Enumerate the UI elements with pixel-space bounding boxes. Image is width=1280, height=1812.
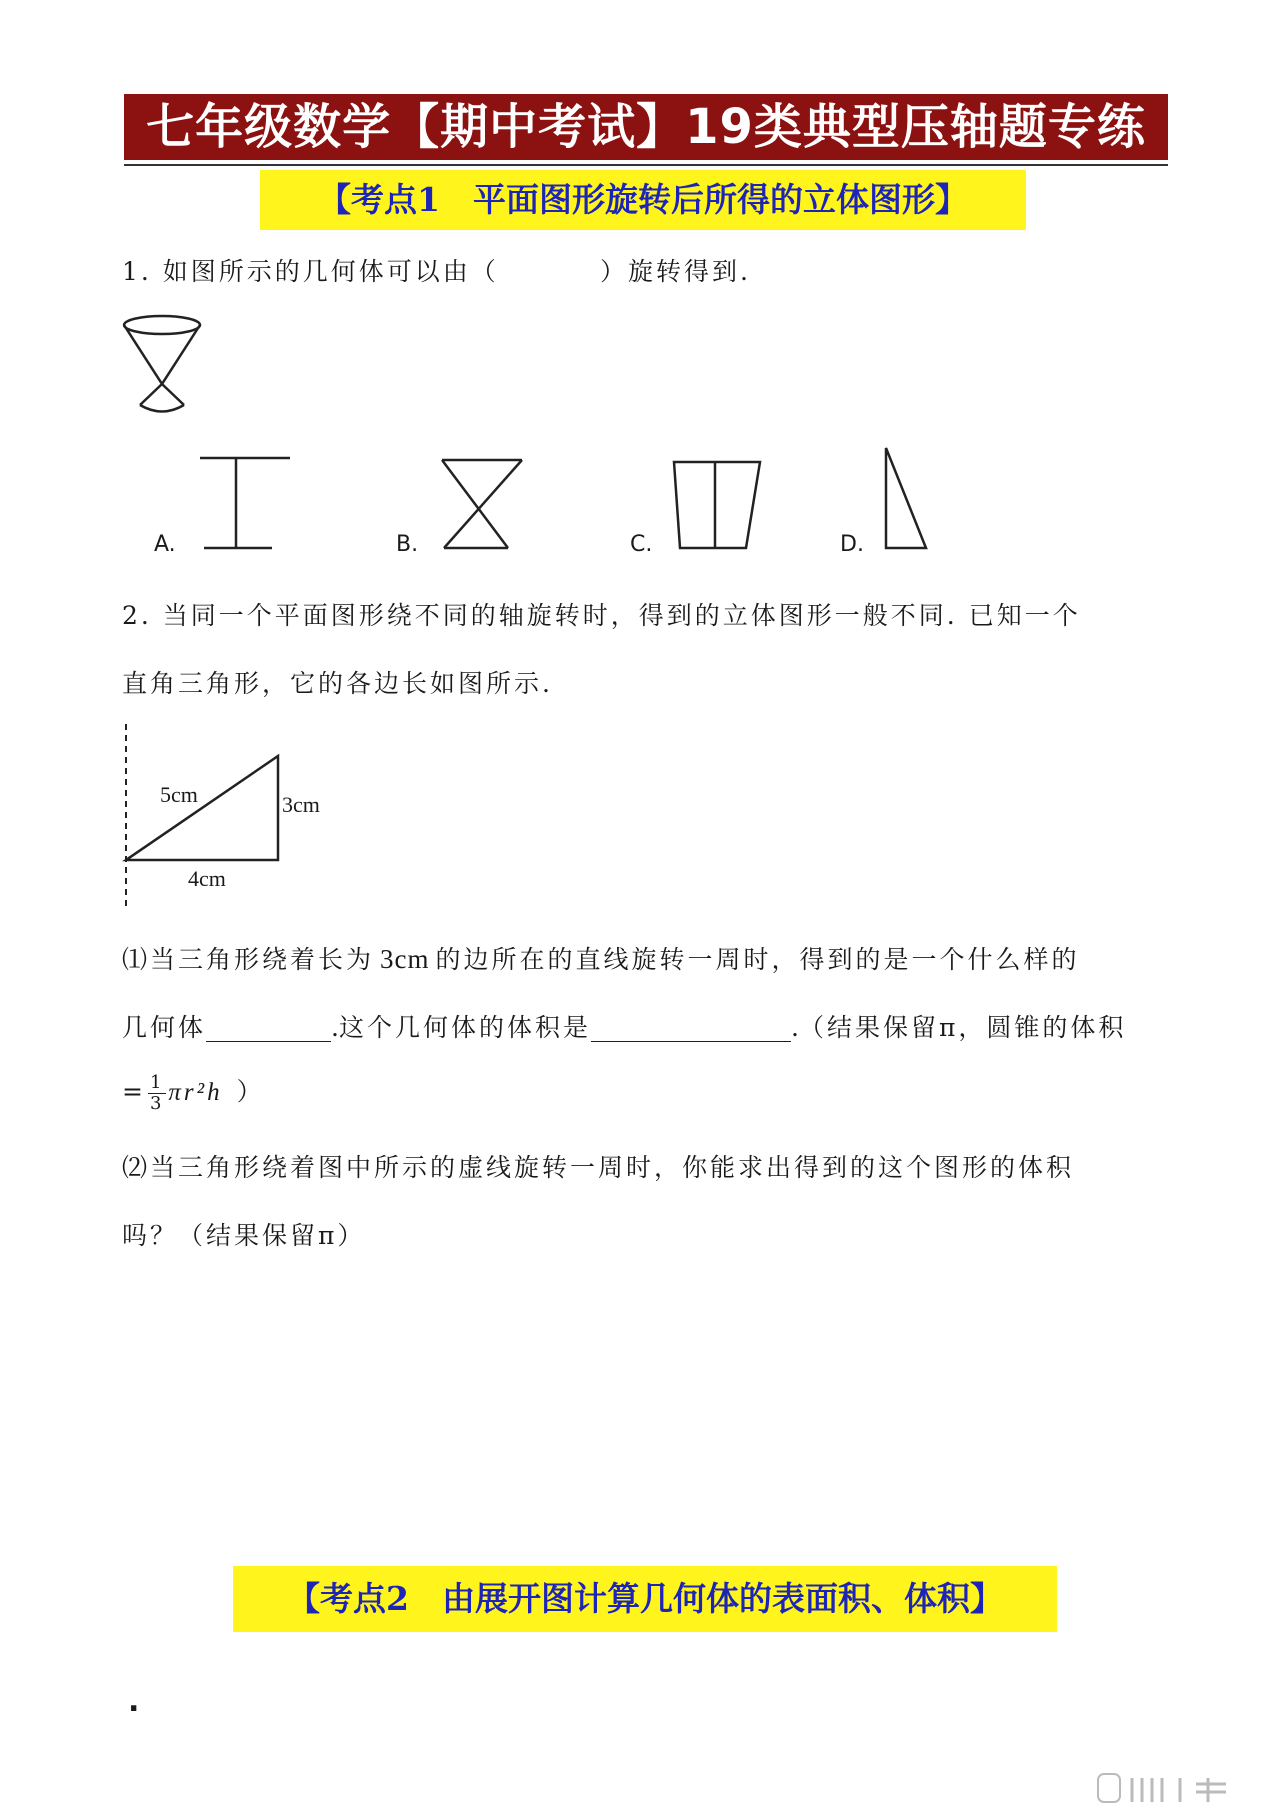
section1-heading: 【考点1 平面图形旋转后所得的立体图形】 (260, 170, 1026, 230)
option-b-label[interactable]: B. (396, 532, 419, 557)
option-d-label[interactable]: D. (840, 532, 864, 557)
option-a-figure[interactable] (198, 454, 298, 554)
q2-part2-line1: ⑵当三角形绕着图中所示的虚线旋转一周时，你能求出得到的这个图形的体积 (122, 1153, 1075, 1182)
q1-stem-start: 1. 如图所示的几何体可以由（ (122, 257, 499, 286)
option-d-figure[interactable] (882, 444, 942, 554)
watermark-icon (1096, 1772, 1256, 1812)
q2-part1-line2: 几何体__________.这个几何体的体积是________________.（结果保留π，圆锥的体积 (122, 1013, 1127, 1042)
page-title: 七年级数学【期中考试】19类典型压轴题专练 (124, 94, 1168, 160)
section2-heading: 【考点2 由展开图计算几何体的表面积、体积】 (233, 1566, 1057, 1632)
option-a-label[interactable]: A. (154, 532, 176, 557)
option-c-label[interactable]: C. (630, 532, 653, 557)
q1-stem-end: ）旋转得到. (600, 257, 751, 286)
q1-solid-figure (118, 312, 218, 422)
option-c-figure[interactable] (672, 456, 772, 556)
cone-volume-formula: = $\frac{1}{3}$ πr²h ） (122, 1072, 265, 1114)
q2-triangle-figure (120, 720, 360, 920)
answer-blank-shape[interactable]: __________. (206, 1013, 339, 1042)
q2-stem-line1: 2. 当同一个平面图形绕不同的轴旋转时，得到的立体图形一般不同. 已知一个 (122, 601, 1081, 630)
vertical-side-label: 3cm (282, 792, 320, 817)
base-side-label: 4cm (188, 866, 226, 891)
hypotenuse-label: 5cm (160, 782, 198, 807)
option-b-figure[interactable] (440, 456, 540, 556)
q2-part1-line1: ⑴当三角形绕着长为 3cm 的边所在的直线旋转一周时，得到的是一个什么样的 (122, 944, 1080, 974)
title-underline (124, 164, 1168, 166)
answer-blank-volume[interactable]: ________________. (590, 1013, 799, 1042)
q2-part2-line2: 吗？（结果保留π） (122, 1221, 366, 1250)
q2-stem-line2: 直角三角形，它的各边长如图所示. (122, 669, 553, 698)
footer-dot: . (128, 1684, 140, 1719)
